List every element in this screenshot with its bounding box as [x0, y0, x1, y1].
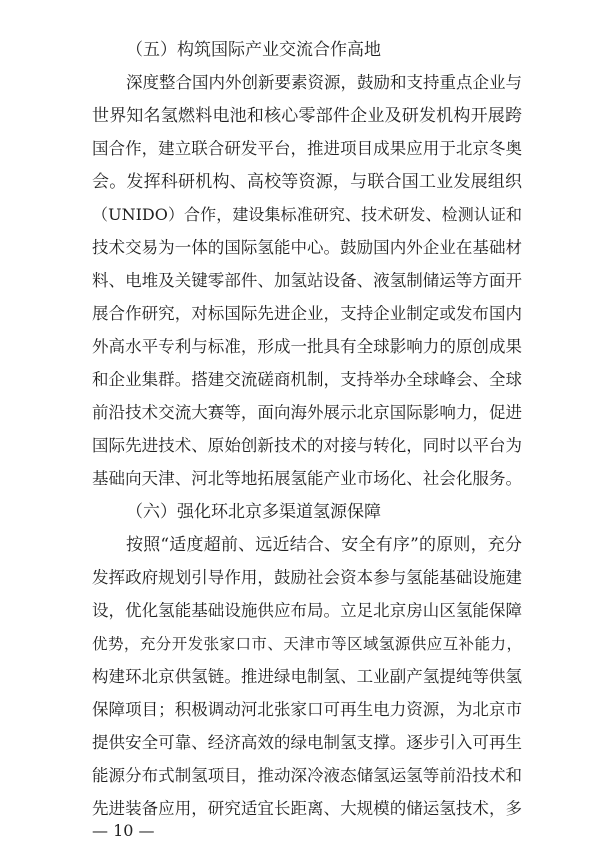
paragraph-line: 和企业集群。搭建交流磋商机制，支持举办全球峰会、全球: [92, 370, 522, 389]
paragraph-line: 会。发挥科研机构、高校等资源，与联合国工业发展组织: [92, 172, 522, 192]
paragraph-line: 国合作，建立联合研发平台，推进项目成果应用于北京冬奥: [92, 139, 522, 158]
paragraph-line: 发挥政府规划引导作用，鼓励社会资本参与氢能基础设施建: [92, 568, 522, 587]
paragraph-line: 国际先进技术、原始创新技术的对接与转化，同时以平台为: [92, 436, 522, 455]
paragraph-line: （UNIDO）合作，建设集标准研究、技术研发、检测认证和: [92, 205, 522, 224]
paragraph-line: 构建环北京供氢链。推进绿电制氢、工业副产氢提纯等供氢: [92, 667, 522, 686]
paragraph-line: 优势，充分开发张家口市、天津市等区域氢源供应互补能力，: [92, 635, 522, 653]
paragraph-line: 外高水平专利与标准，形成一批具有全球影响力的原创成果: [92, 337, 522, 356]
paragraph-line: 深度整合国内外创新要素资源，鼓励和支持重点企业与: [126, 73, 522, 92]
paragraph-line: 能源分布式制氢项目，推动深冷液态储氢运氢等前沿技术和: [92, 766, 522, 785]
section-5-heading: （五）构筑国际产业交流合作高地: [126, 40, 381, 60]
paragraph-line: 按照“适度超前、远近结合、安全有序”的原则，充分: [126, 535, 522, 555]
paragraph-line: 技术交易为一体的国际氢能中心。鼓励国内外企业在基础材: [92, 238, 522, 257]
paragraph-line: 设，优化氢能基础设施供应布局。立足北京房山区氢能保障: [92, 601, 522, 620]
section-6-heading: （六）强化环北京多渠道氢源保障: [126, 502, 381, 522]
paragraph-line: 展合作研究，对标国际先进企业，支持企业制定或发布国内: [92, 304, 522, 323]
paragraph-line: 料、电堆及关键零部件、加氢站设备、液氢制储运等方面开: [92, 271, 522, 290]
paragraph-line: 基础向天津、河北等地拓展氢能产业市场化、社会化服务。: [92, 469, 522, 488]
paragraph-line: 先进装备应用，研究适宜长距离、大规模的储运氢技术，多: [92, 799, 522, 818]
paragraph-line: 世界知名氢燃料电池和核心零部件企业及研发机构开展跨: [92, 106, 522, 126]
page-number: — 10 —: [92, 821, 155, 840]
paragraph-line: 提供安全可靠、经济高效的绿电制氢支撑。逐步引入可再生: [92, 733, 522, 752]
paragraph-line: 前沿技术交流大赛等，面向海外展示北京国际影响力，促进: [92, 403, 522, 422]
paragraph-line: 保障项目；积极调动河北张家口可再生电力资源，为北京市: [92, 700, 522, 719]
